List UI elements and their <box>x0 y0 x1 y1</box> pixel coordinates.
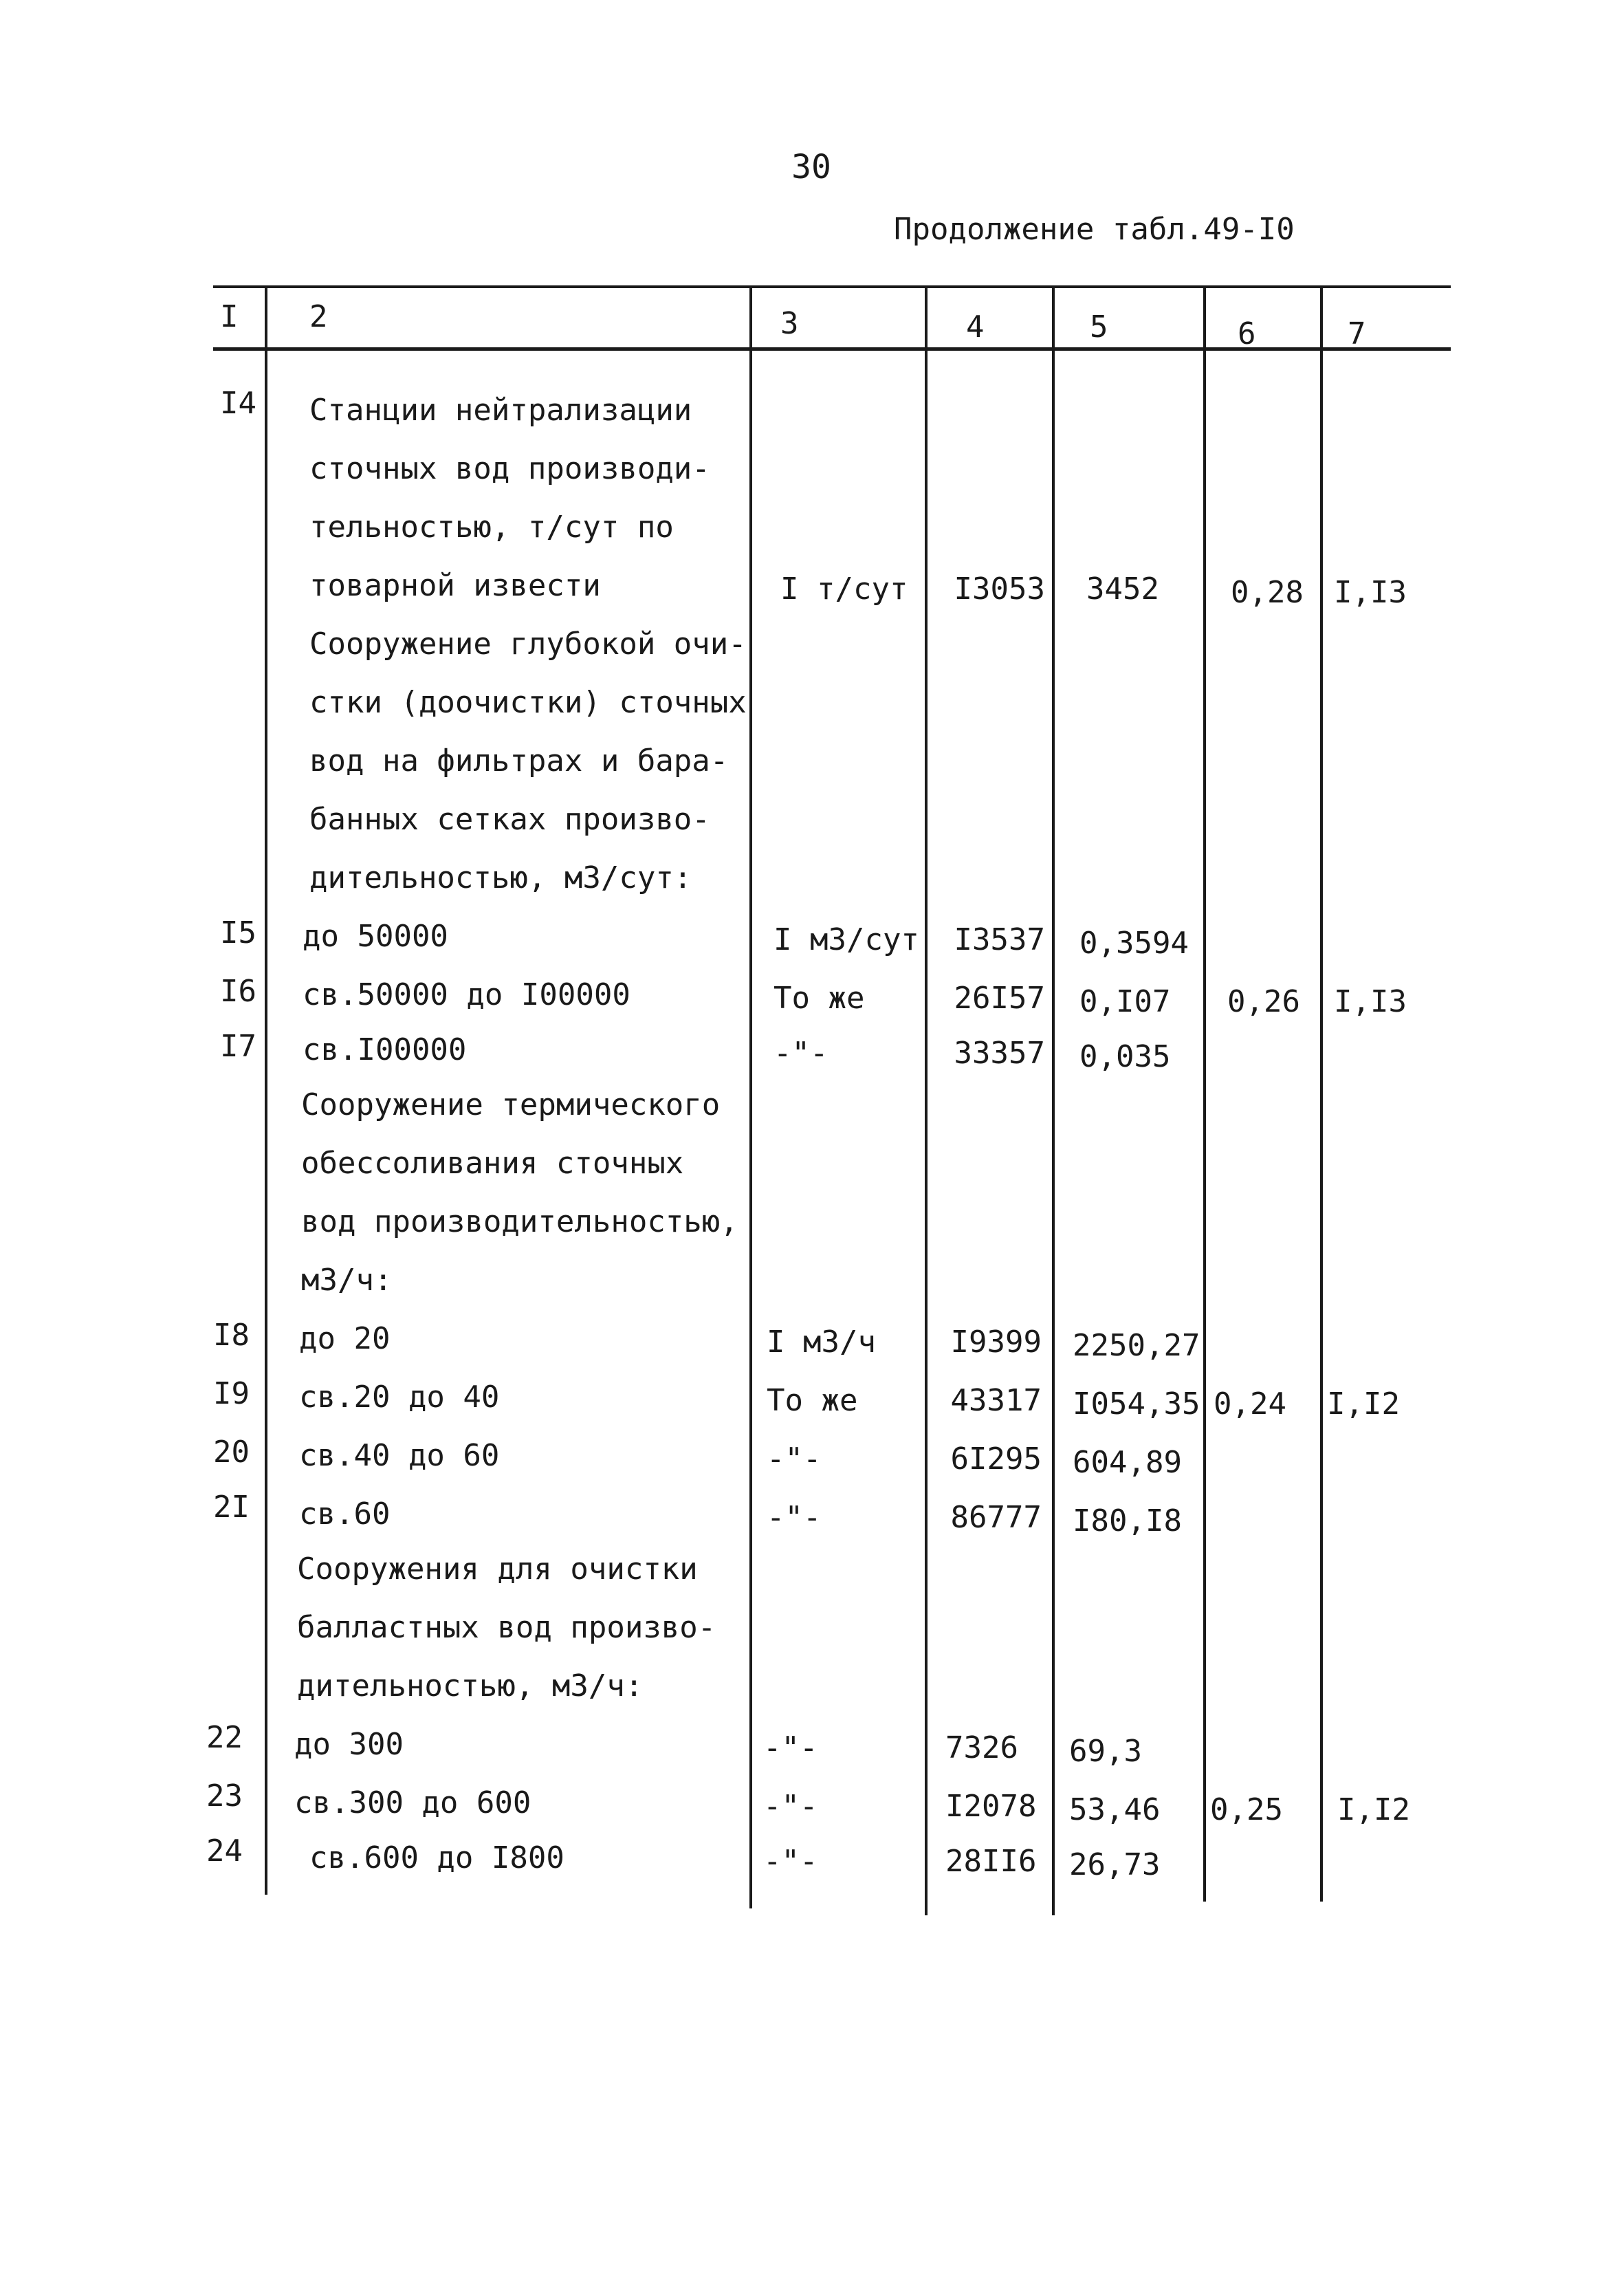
group-heading: Сооружение термического <box>301 1087 721 1122</box>
header-col-2: 2 <box>309 299 328 334</box>
group-heading: балластных вод произво- <box>297 1610 716 1645</box>
row-col-6: 0,25 <box>1210 1792 1283 1827</box>
row-col-4: 26I57 <box>954 981 1045 1016</box>
group-heading: обессоливания сточных <box>301 1146 684 1181</box>
row-col-4: I3053 <box>954 572 1045 607</box>
row-unit: -"- <box>763 1730 818 1765</box>
group-heading: банных сетках произво- <box>309 802 710 837</box>
row-description: св.300 до 600 <box>294 1785 531 1820</box>
column-rule-1 <box>265 285 267 1895</box>
row-unit: I м3/ч <box>767 1325 876 1360</box>
row-description: св.40 до 60 <box>299 1438 500 1473</box>
row-col-5: 2250,27 <box>1073 1328 1200 1363</box>
row-col-4: I3537 <box>954 922 1045 957</box>
table-caption: Продолжение табл.49-I0 <box>894 212 1295 247</box>
row-col-7: I,I3 <box>1334 575 1407 610</box>
row-col-4: 7326 <box>945 1730 1018 1765</box>
row-col-4: 33357 <box>954 1036 1045 1071</box>
row-col-7: I,I2 <box>1337 1792 1410 1827</box>
row-col-4: 28II6 <box>945 1844 1037 1879</box>
row-col-6: 0,24 <box>1214 1386 1286 1422</box>
row-unit: I м3/сут <box>773 922 919 957</box>
data-table <box>206 285 1451 1908</box>
column-rule-4 <box>1052 285 1055 1915</box>
row-number: 20 <box>213 1435 250 1470</box>
row-number: I4 <box>220 386 256 421</box>
row-description: тельностью, т/сут по <box>309 510 674 545</box>
row-unit: То же <box>773 981 865 1016</box>
header-col-7: 7 <box>1348 316 1366 351</box>
page-number: 30 <box>791 148 831 186</box>
row-number: 23 <box>206 1778 243 1814</box>
group-heading: м3/ч: <box>301 1263 393 1298</box>
group-heading: Сооружения для очистки <box>297 1552 698 1587</box>
group-heading: дительностью, м3/сут: <box>309 860 692 895</box>
row-description: до 20 <box>299 1321 391 1356</box>
header-col-5: 5 <box>1090 309 1108 345</box>
row-col-4: I2078 <box>945 1789 1037 1824</box>
column-rule-5 <box>1203 285 1206 1902</box>
row-col-5: 26,73 <box>1069 1847 1161 1882</box>
row-col-5: 604,89 <box>1073 1445 1182 1480</box>
row-col-7: I,I2 <box>1327 1386 1400 1422</box>
table-header-rule <box>213 347 1451 351</box>
row-col-5: 0,035 <box>1079 1039 1171 1074</box>
row-number: 2I <box>213 1490 250 1525</box>
row-col-6: 0,28 <box>1231 575 1304 610</box>
row-col-5: 3452 <box>1086 572 1159 607</box>
row-unit: -"- <box>763 1844 818 1879</box>
row-description: сточных вод производи- <box>309 451 710 486</box>
row-unit: -"- <box>773 1036 829 1071</box>
column-rule-6 <box>1320 285 1323 1902</box>
header-col-6: 6 <box>1238 316 1256 351</box>
header-col-4: 4 <box>966 309 985 345</box>
row-number: I8 <box>213 1318 250 1353</box>
row-number: I7 <box>220 1029 256 1064</box>
row-description: св.600 до I800 <box>309 1840 564 1875</box>
header-col-3: 3 <box>780 306 799 341</box>
row-number: I9 <box>213 1376 250 1411</box>
row-number: 22 <box>206 1720 243 1755</box>
row-number: I6 <box>220 974 256 1009</box>
row-unit: То же <box>767 1383 858 1418</box>
row-unit: I т/сут <box>780 572 908 607</box>
column-rule-2 <box>749 285 752 1908</box>
row-col-5: 0,3594 <box>1079 926 1189 961</box>
row-description: товарной извести <box>309 568 601 603</box>
row-number: 24 <box>206 1833 243 1869</box>
group-heading: вод на фильтрах и бара- <box>309 743 729 779</box>
group-heading: стки (доочистки) сточных <box>309 685 747 720</box>
row-col-5: 69,3 <box>1069 1734 1142 1769</box>
row-col-5: I80,I8 <box>1073 1503 1182 1538</box>
row-col-4: 43317 <box>950 1383 1042 1418</box>
row-description: Станции нейтрализации <box>309 393 692 428</box>
group-heading: вод производительностью, <box>301 1204 738 1239</box>
row-col-4: 86777 <box>950 1500 1042 1535</box>
row-col-4: 6I295 <box>950 1441 1042 1477</box>
row-description: св.60 <box>299 1496 391 1532</box>
group-heading: Сооружение глубокой очи- <box>309 627 747 662</box>
row-unit: -"- <box>767 1441 822 1477</box>
column-rule-3 <box>925 285 928 1915</box>
row-number: I5 <box>220 915 256 950</box>
row-col-4: I9399 <box>950 1325 1042 1360</box>
table-top-rule <box>213 285 1451 288</box>
row-unit: -"- <box>767 1500 822 1535</box>
row-description: до 300 <box>294 1727 404 1762</box>
row-description: св.20 до 40 <box>299 1380 500 1415</box>
row-description: св.I00000 <box>303 1032 467 1067</box>
row-col-6: 0,26 <box>1227 984 1300 1019</box>
row-unit: -"- <box>763 1789 818 1824</box>
row-col-5: 0,I07 <box>1079 984 1171 1019</box>
group-heading: дительностью, м3/ч: <box>297 1668 644 1703</box>
header-col-1: I <box>220 299 239 334</box>
row-description: до 50000 <box>303 919 448 954</box>
row-col-5: I054,35 <box>1073 1386 1200 1422</box>
row-col-7: I,I3 <box>1334 984 1407 1019</box>
row-description: св.50000 до I00000 <box>303 977 630 1012</box>
row-col-5: 53,46 <box>1069 1792 1161 1827</box>
